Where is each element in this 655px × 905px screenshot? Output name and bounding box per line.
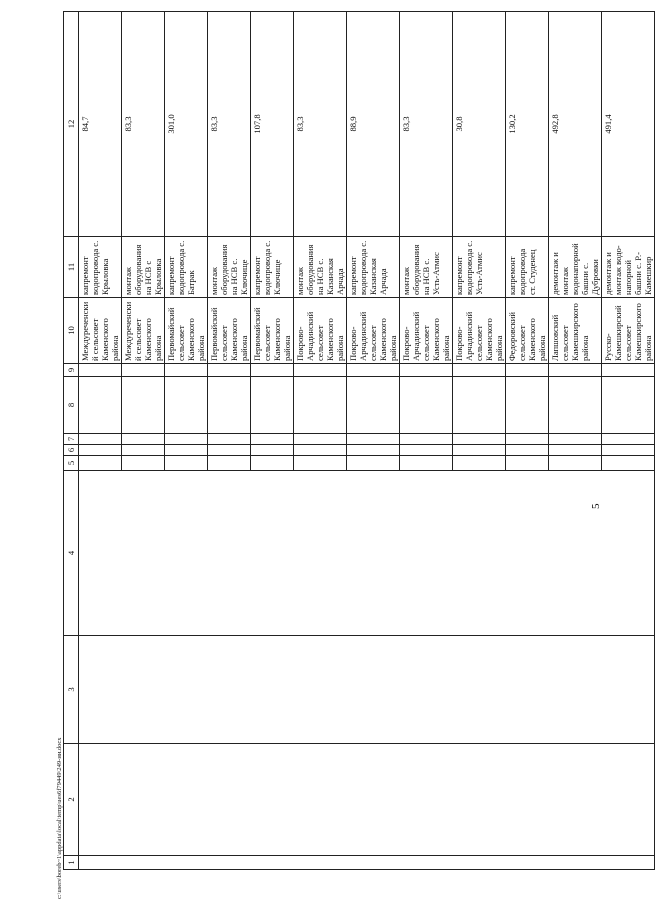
table-cell-empty xyxy=(79,456,122,471)
table-cell-empty xyxy=(251,456,294,471)
footer-file-path: c:\users\boreb~1\appdata\local\temp\ues6f79449\249-ии.docx xyxy=(56,737,63,899)
header-cell: 10 xyxy=(64,298,79,364)
table-cell-empty xyxy=(251,364,294,377)
table-cell-empty xyxy=(453,377,506,434)
table-cell-empty xyxy=(602,445,655,456)
cell-amount: 83,3 xyxy=(122,12,165,237)
table-row xyxy=(79,12,122,870)
header-cell: 11 xyxy=(64,237,79,298)
table-cell-empty xyxy=(79,364,122,377)
cell-municipality: Покрово-Арчадинский сельсовет Каменского района xyxy=(347,298,400,364)
table-cell-empty xyxy=(165,377,208,434)
cell-work-description: капремонт водопровода с. Крыловка xyxy=(79,237,122,298)
table-cell-empty xyxy=(506,456,549,471)
cell-work-description: капремонт водопровода с. Усть-Атмис xyxy=(453,237,506,298)
table-cell-empty xyxy=(602,456,655,471)
table-cell-empty xyxy=(453,456,506,471)
table-cell-empty xyxy=(165,445,208,456)
table-cell-empty xyxy=(79,377,122,434)
table-cell-empty xyxy=(453,434,506,445)
cell-work-description: монтаж оборудования на НСВ с. Ключище xyxy=(208,237,251,298)
table-cell-empty xyxy=(549,377,602,434)
table-cell-empty xyxy=(549,456,602,471)
table-cell-empty xyxy=(294,445,347,456)
cell-work-description: монтаж оборудования на НСВ с. Усть-Атмис xyxy=(400,237,453,298)
header-cell: 3 xyxy=(64,636,79,744)
table-cell-empty xyxy=(122,456,165,471)
cell-amount: 84,7 xyxy=(79,12,122,237)
cell-amount: 130,2 xyxy=(506,12,549,237)
table-cell-empty xyxy=(251,445,294,456)
cell-amount: 83,3 xyxy=(208,12,251,237)
table-cell-empty xyxy=(294,377,347,434)
cell-amount: 88,9 xyxy=(347,12,400,237)
cell-municipality: Покрово-Арчадинский сельсовет Каменского района xyxy=(294,298,347,364)
table-cell-empty xyxy=(165,456,208,471)
cell-work-description: демонтаж и монтаж водонапорной башни с. Дубровки xyxy=(549,237,602,298)
cell-work-description: капремонт водопровода с. Ключище xyxy=(251,237,294,298)
table-cell-empty xyxy=(400,456,453,471)
table-cell-empty xyxy=(79,434,122,445)
table-cell-empty xyxy=(347,364,400,377)
table-cell-empty xyxy=(602,364,655,377)
table-cell-empty xyxy=(79,744,655,856)
table-cell-empty xyxy=(347,456,400,471)
table-cell-empty xyxy=(506,434,549,445)
table-cell-empty xyxy=(506,445,549,456)
table-cell-empty xyxy=(602,434,655,445)
cell-work-description: монтаж оборудования на НСВ с. Казанская Арчада xyxy=(294,237,347,298)
cell-municipality: Покрово-Арчадинский сельсовет Каменского района xyxy=(453,298,506,364)
table-cell-empty xyxy=(79,471,655,636)
header-cell: 6 xyxy=(64,445,79,456)
table-cell-empty xyxy=(122,434,165,445)
table-cell-empty xyxy=(294,434,347,445)
table-cell-empty xyxy=(453,364,506,377)
table-cell-empty xyxy=(453,445,506,456)
cell-municipality: Междуреченский сельсовет Каменского района xyxy=(79,298,122,364)
table-cell-empty xyxy=(400,434,453,445)
cell-amount: 491,4 xyxy=(602,12,655,237)
table-cell-empty xyxy=(400,364,453,377)
header-cell: 4 xyxy=(64,471,79,636)
page-number: 5 xyxy=(590,503,602,509)
header-cell: 1 xyxy=(64,856,79,870)
table-cell-empty xyxy=(347,377,400,434)
cell-amount: 83,3 xyxy=(294,12,347,237)
cell-amount: 492,8 xyxy=(549,12,602,237)
cell-amount: 83,3 xyxy=(400,12,453,237)
cell-work-description: монтаж оборудования на НСВ с Крыловка xyxy=(122,237,165,298)
header-cell: 5 xyxy=(64,456,79,471)
table-cell-empty xyxy=(208,445,251,456)
table-cell-empty xyxy=(400,445,453,456)
header-cell: 2 xyxy=(64,744,79,856)
table-cell-empty xyxy=(79,445,122,456)
table-cell-empty xyxy=(506,364,549,377)
table-cell-empty xyxy=(294,364,347,377)
cell-municipality: Федоровский сельсовет Каменского района xyxy=(506,298,549,364)
cell-work-description: демонтаж и монтаж водо-напорной башни с. Р.-Камешкир xyxy=(602,237,655,298)
table-cell-empty xyxy=(347,445,400,456)
cell-municipality: Русско-Камешкирский сельсовет Камешкирского района xyxy=(602,298,655,364)
cell-municipality: Междуреченский сельсовет Каменского района xyxy=(122,298,165,364)
table-cell-empty xyxy=(347,434,400,445)
table-cell-empty xyxy=(208,456,251,471)
cell-municipality: Первомайский сельсовет Каменского района xyxy=(165,298,208,364)
header-cell: 9 xyxy=(64,364,79,377)
header-cell: 8 xyxy=(64,377,79,434)
cell-amount: 107,8 xyxy=(251,12,294,237)
cell-work-description: капремонт водопровода ст. Студенец xyxy=(506,237,549,298)
cell-work-description: капремонт водопровода с. Казанская Арчада xyxy=(347,237,400,298)
table-cell-empty xyxy=(122,377,165,434)
cell-amount: 301,0 xyxy=(165,12,208,237)
table-cell-empty xyxy=(79,636,655,744)
cell-municipality: Первомайский сельсовет Каменского района xyxy=(251,298,294,364)
table-cell-empty xyxy=(549,445,602,456)
table-cell-empty xyxy=(549,434,602,445)
cell-amount: 30,8 xyxy=(453,12,506,237)
table-cell-empty xyxy=(549,364,602,377)
data-table xyxy=(63,11,655,870)
table-cell-empty xyxy=(122,364,165,377)
header-cell: 7 xyxy=(64,434,79,445)
table-cell-empty xyxy=(602,377,655,434)
cell-work-description: капремонт водопровода с. Батрак xyxy=(165,237,208,298)
cell-municipality: Лапшовский сельсовет Камешкирского района xyxy=(549,298,602,364)
table-cell-empty xyxy=(400,377,453,434)
table-cell-empty xyxy=(251,377,294,434)
table-cell-empty xyxy=(208,364,251,377)
cell-municipality: Первомайский сельсовет Каменского района xyxy=(208,298,251,364)
table-cell-empty xyxy=(208,377,251,434)
table-cell-empty xyxy=(294,456,347,471)
table-cell-empty xyxy=(122,445,165,456)
header-row xyxy=(64,12,79,870)
table-cell-empty xyxy=(506,377,549,434)
cell-municipality: Покрово-Арчадинский сельсовет Каменского района xyxy=(400,298,453,364)
table-cell-empty xyxy=(165,364,208,377)
header-cell: 12 xyxy=(64,12,79,237)
table-cell-empty xyxy=(251,434,294,445)
table-cell-empty xyxy=(208,434,251,445)
table-cell-empty xyxy=(165,434,208,445)
table-cell-empty xyxy=(79,856,655,870)
